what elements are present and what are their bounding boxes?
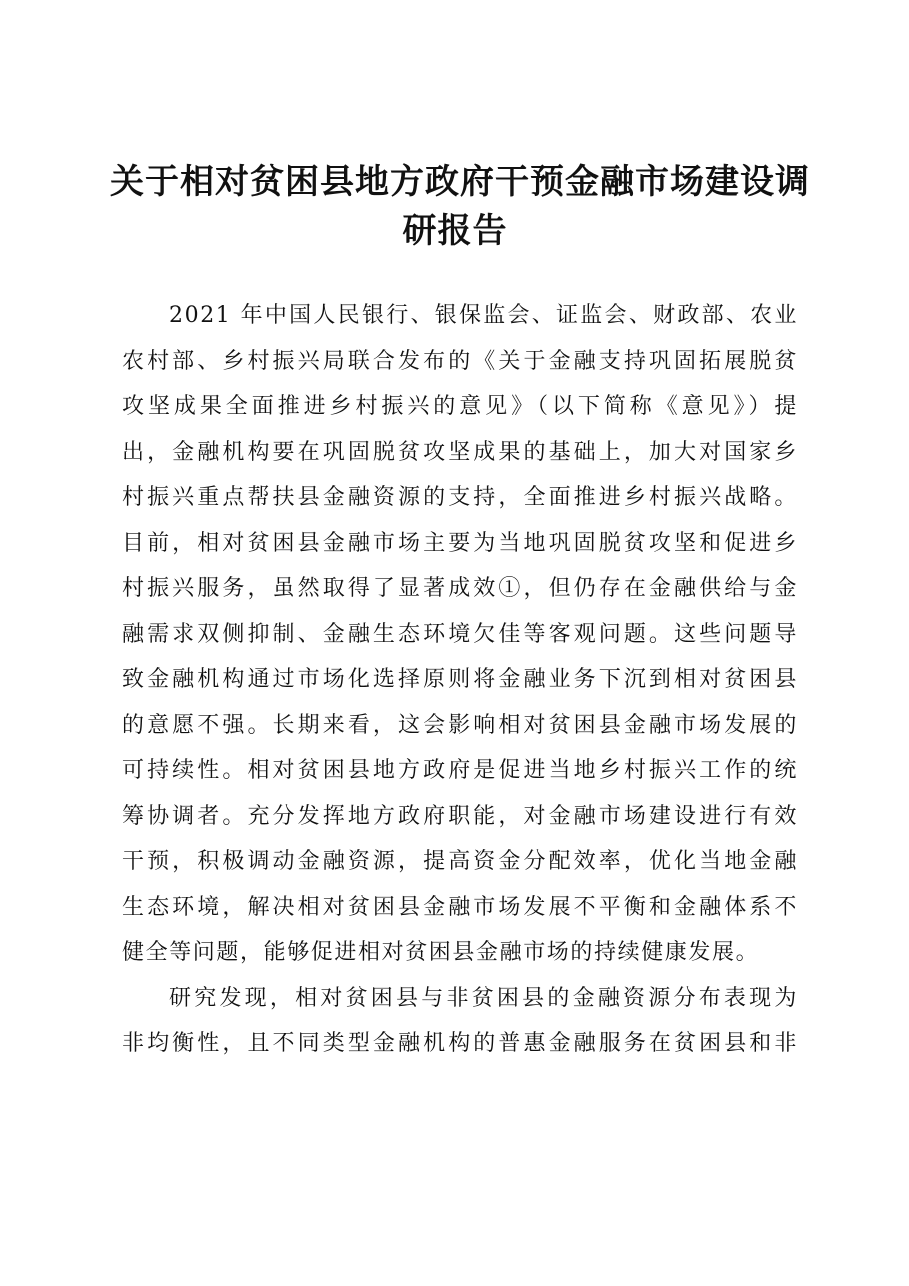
paragraph-line: 干预，积极调动金融资源，提高资金分配效率，优化当地金融 xyxy=(122,849,798,874)
paragraph-line: 目前，相对贫困县金融市场主要为当地巩固脱贫攻坚和促进乡 xyxy=(122,530,798,556)
document-body xyxy=(122,293,798,1067)
paragraph-line: 研究发现，相对贫困县与非贫困县的金融资源分布表现为 xyxy=(169,985,798,1011)
paragraph-line: 村振兴重点帮扶县金融资源的支持，全面推进乡村振兴战略。 xyxy=(122,485,798,510)
paragraph-line: 生态环境，解决相对贫困县金融市场发展不平衡和金融体系不 xyxy=(122,894,798,920)
paragraph-line: 致金融机构通过市场化选择原则将金融业务下沉到相对贫困县 xyxy=(122,667,798,692)
paragraph-line: 出，金融机构要在巩固脱贫攻坚成果的基础上，加大对国家乡 xyxy=(122,439,798,465)
title-line-1: 关于相对贫困县地方政府干预金融市场建设调 xyxy=(110,162,810,202)
paragraph-line: 2021 年中国人民银行、银保监会、证监会、财政部、农业 xyxy=(169,303,798,328)
document-title xyxy=(110,158,810,256)
paragraph-line: 村振兴服务，虽然取得了显著成效①，但仍存在金融供给与金 xyxy=(122,576,798,601)
paragraph-line: 农村部、乡村振兴局联合发布的《关于金融支持巩固拓展脱贫 xyxy=(122,348,798,374)
title-line-2: 研报告 xyxy=(402,211,508,251)
paragraph-1 xyxy=(122,293,798,976)
paragraph-line: 可持续性。相对贫困县地方政府是促进当地乡村振兴工作的统 xyxy=(122,758,798,783)
paragraph-line: 非均衡性，且不同类型金融机构的普惠金融服务在贫困县和非 xyxy=(122,1031,798,1056)
paragraph-line: 攻坚成果全面推进乡村振兴的意见》（以下简称《意见》）提 xyxy=(122,394,798,419)
paragraph-line: 健全等问题，能够促进相对贫困县金融市场的持续健康发展。 xyxy=(122,940,760,965)
paragraph-line: 的意愿不强。长期来看，这会影响相对贫困县金融市场发展的 xyxy=(122,712,798,738)
paragraph-line: 融需求双侧抑制、金融生态环境欠佳等客观问题。这些问题导 xyxy=(122,621,798,647)
paragraph-line: 筹协调者。充分发挥地方政府职能，对金融市场建设进行有效 xyxy=(122,803,798,829)
paragraph-2 xyxy=(122,976,798,1067)
